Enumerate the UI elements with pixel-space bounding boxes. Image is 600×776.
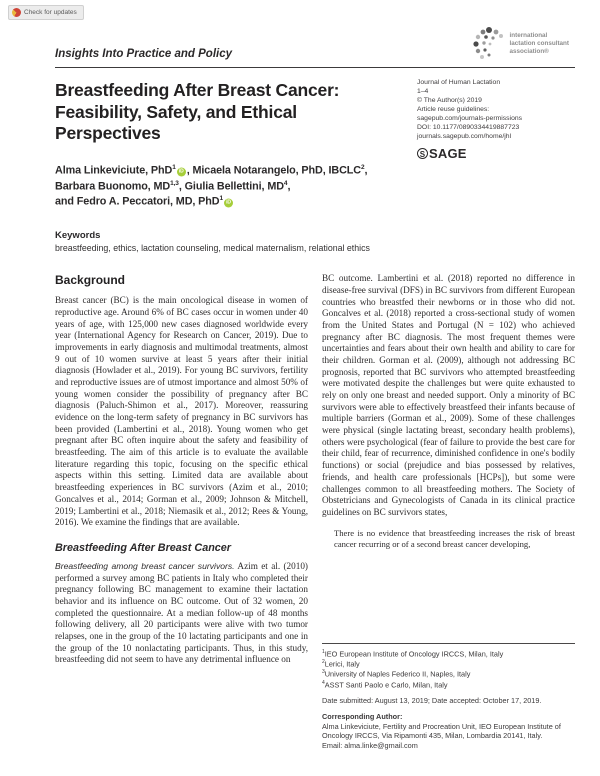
- survivors-paragraph-text: Azim et al. (2010) performed a survey among BC patients in Italy who completed their pregnancy following BC management to examine their lactation behavior and its influence on BC outcome. Out of 32 women, 20 completed the questionnaire. At a median follow-up of 48 months following delivery, all 20 participants were alive with two tumor relapses, one in the group of the 10 lactating participants and one in the group of the 10 nonlactating participants. Thus, in this study, breastfeeding did not seem to have any detrimental influence on: [55, 560, 308, 665]
- author-name: , Micaela Notarangelo, PhD, IBCLC: [186, 164, 361, 177]
- corresponding-author-email[interactable]: Email: alma.linke@gmail.com: [322, 741, 418, 751]
- journal-permissions-link[interactable]: sagepub.com/journals-permissions: [417, 114, 523, 122]
- keywords-heading: Keywords: [55, 230, 101, 242]
- orcid-icon[interactable]: iD: [177, 167, 186, 176]
- author-affiliation-sup: 1: [172, 164, 176, 172]
- submission-dates: Date submitted: August 13, 2019; Date accepted: October 17, 2019.: [322, 695, 542, 705]
- corresponding-author-heading: Corresponding Author:: [322, 711, 403, 721]
- keywords-text: breastfeeding, ethics, lactation counseling, medical maternalism, relational ethics: [55, 243, 370, 254]
- affiliation-4: [322, 680, 575, 690]
- title-area: [55, 78, 575, 210]
- affiliation-sup: 2: [322, 659, 325, 666]
- survivors-paragraph: [55, 561, 308, 666]
- check-for-updates-label: Check for updates: [24, 9, 77, 16]
- affiliation-text: IEO European Institute of Oncology IRCCS, Milan, Italy: [324, 649, 504, 659]
- keywords-section: [55, 230, 575, 253]
- author-line-3: [55, 194, 417, 210]
- article-body: [55, 273, 575, 751]
- footnote-block: [322, 643, 575, 751]
- footnotes: [322, 649, 575, 751]
- check-for-updates-badge[interactable]: [8, 5, 84, 20]
- author-list: [55, 163, 417, 210]
- subsection-heading: Breastfeeding After Breast Cancer: [55, 541, 232, 554]
- affiliation-2: [322, 659, 575, 669]
- crossmark-icon: [12, 8, 21, 17]
- ilca-logo-line2: lactation consultant: [509, 40, 569, 48]
- author-affiliation-sup: 4: [283, 179, 288, 187]
- journal-info: [417, 78, 575, 210]
- ilca-logo-text: [510, 32, 569, 55]
- ilca-logo: [472, 26, 569, 62]
- article-title: Breastfeeding After Breast Cancer: Feasibility, Safety, and Ethical Perspectives: [55, 80, 340, 144]
- masthead: [55, 26, 575, 68]
- right-column: [322, 273, 575, 751]
- block-quote: There is no evidence that breastfeeding increases the risk of breast cancer recurring or of a second breast cancer developing,: [334, 527, 575, 549]
- author-affiliation-sup: 2: [361, 164, 365, 172]
- author-name: Barbara Buonomo, MD: [55, 180, 171, 193]
- ilca-dots-icon: [472, 26, 506, 62]
- author-name: Alma Linkeviciute, PhD: [55, 164, 173, 177]
- left-column: [55, 273, 308, 751]
- author-name: , Giulia Bellettini, MD: [178, 180, 284, 193]
- journal-name: Journal of Human Lactation: [417, 79, 501, 86]
- affiliation-text: ASST Santi Paolo e Carlo, Milan, Italy: [324, 680, 448, 690]
- affiliation-3: [322, 669, 575, 679]
- author-separator: ,: [287, 180, 291, 193]
- journal-reuse-label: Article reuse guidelines:: [417, 105, 490, 113]
- journal-copyright: © The Author(s) 2019: [417, 96, 482, 104]
- author-line-1: [55, 163, 417, 179]
- section-title: Insights Into Practice and Policy: [55, 48, 233, 60]
- sage-logo-text: SAGE: [429, 145, 467, 161]
- affiliation-text: University of Naples Federico II, Naples, Italy: [324, 669, 471, 679]
- footnote-rule: [322, 643, 575, 644]
- affiliation-1: [322, 649, 575, 659]
- affiliation-sup: 1: [322, 648, 325, 655]
- continuation-paragraph: BC outcome. Lambertini et al. (2018) reported no difference in disease-free survival (DFS) in BC survivors from different European countries who breastfed their newborns or in those who did not. Goncalves et al. (2018) reported a cross-sectional study of women from the United States and Portugal (N = 102) who achieved pregnancy after BC diagnosis. The most frequent themes were uncertainties and fears about their own health and ability to care for their children. Gorman et al. (2009), although not addressing BC prognosis, reported that BC survivors who attempted breastfeeding were motivated despite the challenges but were quite exhausted to rely on only one breast and needed support. Only a minority of BC survivors were able to effectively breastfeed their infants because of multiple barriers (Gorman et al., 2009). Some of these challenges were physical (single lactating breast, secondary health problems), others were psychological (fear of failure to provide the best care for their child, fear of recurrence, diminished confidence in one's bodily functions) or social (prejudice and bias possessed by relatives, friends, and health care professionals [HCPs]), but some were challenges common to all breastfeeding mothers. The Society of Obstetricians and Gynecologists of Canada in its clinical practice guidelines on BC survivors states,: [322, 273, 575, 517]
- journal-doi: DOI: 10.1177/0890334419887723: [417, 123, 520, 131]
- runin-heading: Breastfeeding among breast cancer survivors.: [55, 560, 235, 571]
- title-block: [55, 78, 417, 210]
- affiliation-sup: 3: [322, 669, 325, 676]
- background-heading: Background: [55, 273, 126, 288]
- ilca-logo-line1: international: [509, 32, 548, 40]
- orcid-icon[interactable]: iD: [224, 199, 233, 208]
- sage-logo: [417, 145, 575, 162]
- author-affiliation-sup: 1,3: [170, 179, 179, 187]
- background-paragraph: Breast cancer (BC) is the main oncological disease in women of reproductive age. Around 6% of BC cases occur in women under 40 years of age, with 125,000 new cases diagnosed worldwide every year (International Agency for Research on Cancer, 2019). Due to improvements in early diagnosis and multimodal treatments, almost 9 out of 10 women survive at least 5 years after their initial diagnosis (Howlader et al., 2019). For young BC survivors, fertility and reproductive issues are of utmost importance and almost 50% of young women consider the possibility of pregnancy after BC diagnosis (Paluch-Shimon et al., 2017). Moreover, reassuring evidence on the long-term safety of pregnancy in BC survivors has been provided (Lambertini et al., 2018). Young women who get pregnant after BC often inquire about the safety and feasibility of breastfeeding. The aim of this article is to evaluate the available literature regarding this topic, focusing on the specific ethical aspects within this setting. Limited data are available about breastfeeding experiences in BC survivors (Azim et al., 2010; Goncalves et al., 2014; Gorman et al., 2009; Johnson & Mitchell, 2019; Lambertini et al., 2018; Niemasik et al., 2012; Rees & Young, 2016). We examine the findings that are available.: [55, 295, 308, 528]
- corresponding-author-text: Alma Linkeviciute, Fertility and Procreation Unit, IEO European Institute of Oncology IRCCS, Via Ripamonti 435, Milan, Lombardia 20141, Italy.: [322, 721, 561, 741]
- author-separator: ,: [364, 164, 368, 177]
- author-affiliation-sup: 1: [219, 195, 223, 203]
- journal-pages: 1–4: [417, 87, 429, 95]
- affiliation-sup: 4: [322, 679, 325, 686]
- affiliation-text: Lerici, Italy: [324, 659, 360, 669]
- author-name: and Fedro A. Peccatori, MD, PhD: [55, 196, 220, 209]
- sage-s-icon: S: [417, 148, 428, 159]
- author-line-2: [55, 179, 417, 195]
- ilca-logo-line3: association®: [509, 47, 549, 55]
- journal-homepage-link[interactable]: journals.sagepub.com/home/jhl: [417, 132, 512, 140]
